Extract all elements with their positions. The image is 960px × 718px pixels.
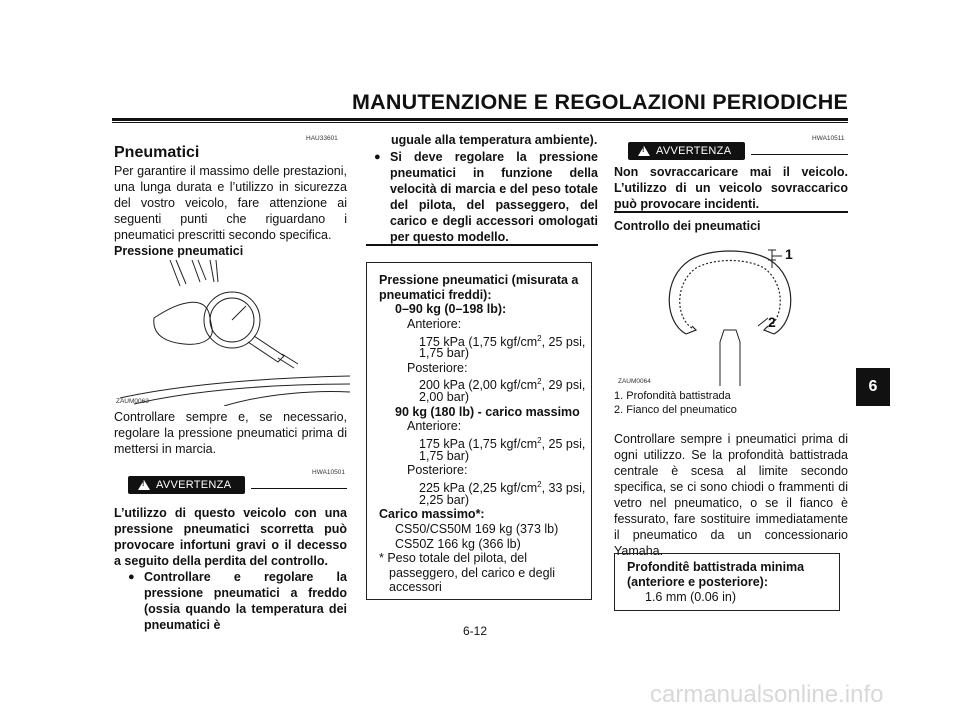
bullets-col2 xyxy=(374,149,598,245)
spec-note-2: passeggero, del carico e degli xyxy=(389,565,556,580)
tire-pressure-spec-box xyxy=(366,262,592,600)
intro-paragraph: Per garantire il massimo delle prestazioni, una lunga durata e l’utilizzo in sicurezza del vostro veicolo, fare attenzione ai seguenti punti che riguardano i pneumatici prescritti secondo specifica. xyxy=(114,164,347,242)
bullet-continuation: uguale alla temperatura ambiente). xyxy=(391,133,598,147)
bullet-text: Si deve regolare la pressione pneumatici in funzione della velocità di marcia e del peso totale del pilota, del passeggero, del carico e degli accessori omologati per questo modello. xyxy=(390,150,598,244)
section-code: HAU33601 xyxy=(306,135,338,142)
spec-rear-value-2: 225 kPa (2,25 kgf/$cm^2$, 33 psi, xyxy=(419,479,586,496)
spec-front-value-2: 175 kPa (1,75 kgf/$cm^2$, 25 psi, xyxy=(419,436,586,452)
section-heading: Pneumatici xyxy=(114,144,200,161)
tread-spec-value: 1.6 mm (0.06 in) xyxy=(645,590,737,604)
spec-note-1: * Peso totale del pilota, del xyxy=(379,551,528,566)
spec-front-label: Anteriore: xyxy=(407,316,462,331)
warning-badge-2 xyxy=(628,142,745,160)
spec-front-value-2b: 1,75 bar) xyxy=(419,448,470,463)
header-rule-thin xyxy=(112,122,848,123)
bullet-text: Controllare e regolare la pressione pneumatici a freddo (ossia quando la temperatura dei pneumatici è xyxy=(144,570,347,632)
tire-cross-section-illustration xyxy=(640,238,820,386)
warning-end-rule-2 xyxy=(614,211,848,213)
spec-rear-value-1: 200 kPa (2,00 kgf/$cm^2$, 29 psi, xyxy=(419,377,586,393)
spec-max-1: CS50/CS50M 169 kg (373 lb) xyxy=(395,521,559,536)
figure-code-2: ZAUM0064 xyxy=(618,378,651,385)
warning-text: L’utilizzo di questo veicolo con una pressione pneumatici scorretta può provocare infortuni gravi o il decesso a seguito della perdita del controllo. xyxy=(114,506,347,568)
spec-rear-label: Posteriore: xyxy=(407,360,468,375)
warning-code-2: HWA10511 xyxy=(812,135,845,142)
page-header-title: MANUTENZIONE E REGOLAZIONI PERIODICHE xyxy=(352,90,848,114)
spec-load-1: 0–90 kg (0–198 lb): xyxy=(395,302,507,317)
bullet-item xyxy=(128,569,347,633)
spec-max-2: CS50Z 166 kg (366 lb) xyxy=(395,536,521,551)
spec-note-3: accessori xyxy=(389,580,442,595)
spec-front-value-1: 175 kPa (1,75 kgf/$cm^2$, 25 psi, xyxy=(419,333,586,349)
warning-label: AVVERTENZA xyxy=(156,479,232,491)
warning-triangle-icon: ! xyxy=(138,480,150,490)
spec-max-title: Carico massimo*: xyxy=(379,507,485,522)
subheading-tire-check: Controllo dei pneumatici xyxy=(614,219,761,233)
callout-2: 2 xyxy=(768,314,776,330)
warning-code: HWA10501 xyxy=(312,469,345,476)
spec-rear-value-1b: 2,00 bar) xyxy=(419,390,470,405)
page-number: 6-12 xyxy=(463,624,488,638)
tire-gauge-illustration xyxy=(114,258,350,406)
subheading-pressure: Pressione pneumatici xyxy=(114,244,244,258)
chapter-tab: 6 xyxy=(856,368,890,406)
header-rule xyxy=(112,118,848,121)
warning-badge xyxy=(128,476,245,494)
warning-text-2: Non sovraccaricare mai il veicolo. L’utilizzo di un veicolo sovraccarico può provocare incidenti. xyxy=(614,165,848,211)
bullet-item xyxy=(374,149,598,245)
spec-front-label-2: Anteriore: xyxy=(407,419,462,434)
warning-rule-2 xyxy=(751,154,848,155)
warning-end-rule xyxy=(366,244,598,246)
tread-depth-spec-box xyxy=(614,553,840,611)
warning-triangle-icon: ! xyxy=(638,146,650,156)
spec-load-2: 90 kg (180 lb) - carico massimo xyxy=(395,404,580,419)
tread-spec-title-1: Profonditê battistrada minima xyxy=(627,560,805,574)
watermark: carmanualsonline.info xyxy=(650,681,884,708)
figure-code: ZAUM0063 xyxy=(116,398,149,405)
callout-1: 1 xyxy=(785,246,793,262)
spec-title-1: Pressione pneumatici (misurata a xyxy=(379,273,579,287)
spec-rear-value-2b: 2,25 bar) xyxy=(419,492,470,507)
figure-legend-2: 2. Fianco del pneumatico xyxy=(614,404,737,416)
tread-spec-title-2: (anteriore e posteriore): xyxy=(627,575,769,589)
tire-check-paragraph: Controllare sempre i pneumatici prima di ogni utilizzo. Se la profondità battistrada centrale è scesa al limite secondo specifica, se ci sono chiodi o frammenti di vetro nel pneumatico, o se il fianco è fessurato, fare sostituire immediatamente il pneumatico da un concessionario Yamaha. xyxy=(614,432,848,558)
figure-legend-1: 1. Profondità battistrada xyxy=(614,390,731,402)
warning-header-2 xyxy=(614,142,848,160)
warning-rule xyxy=(251,488,347,489)
warning-label-2: AVVERTENZA xyxy=(656,145,732,157)
spec-rear-label-2: Posteriore: xyxy=(407,463,468,478)
spec-front-value-1b: 1,75 bar) xyxy=(419,346,470,361)
check-pressure-paragraph: Controllare sempre e, se necessario, regolare la pressione pneumatici prima di mettersi in marcia. xyxy=(114,410,347,456)
warning-bullets xyxy=(114,569,347,633)
warning-header xyxy=(114,476,347,494)
spec-title-2: pneumatici freddi): xyxy=(379,287,492,302)
